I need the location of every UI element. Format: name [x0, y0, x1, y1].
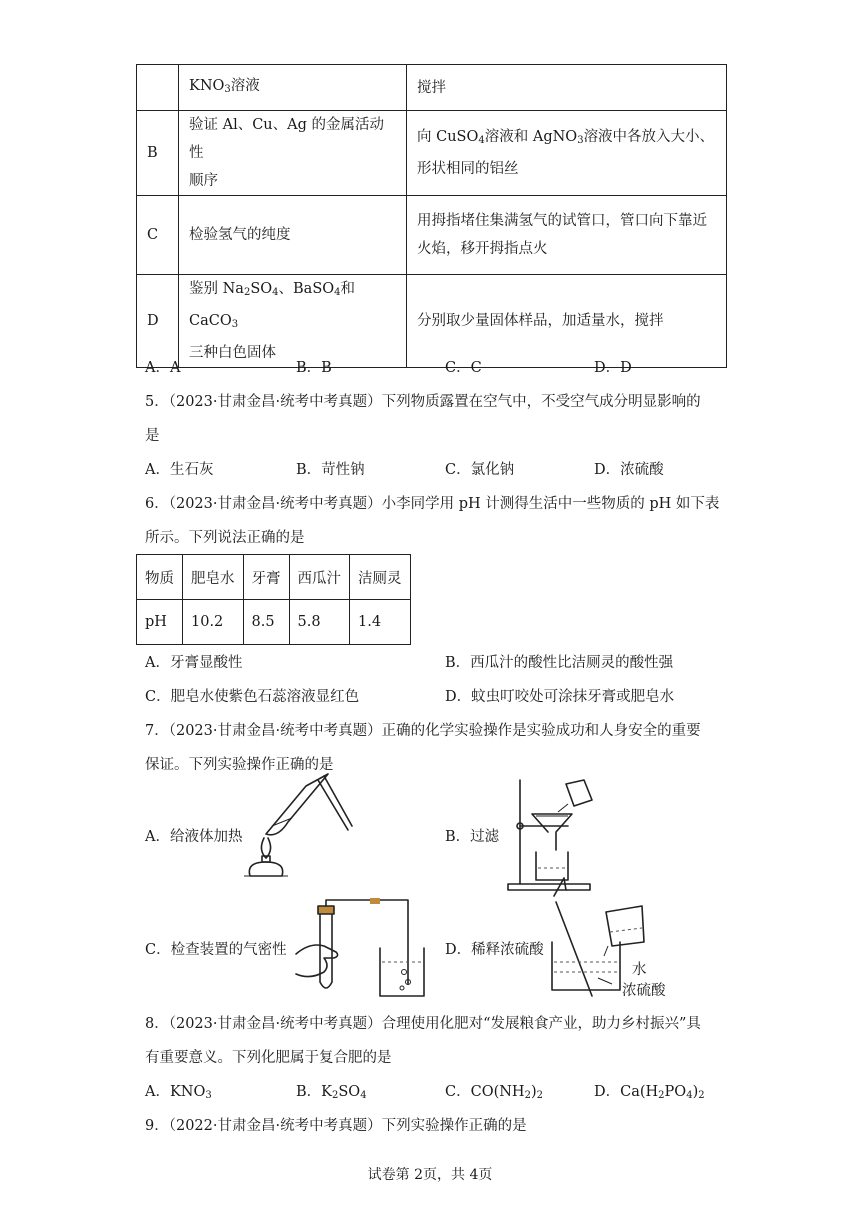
q6-option-c: C．肥皂水使紫色石蕊溶液显红色	[145, 689, 360, 705]
q5-option-c: C．氯化钠	[445, 462, 515, 478]
q6-option-a: A．牙膏显酸性	[145, 655, 243, 671]
ph-value: 1.4	[350, 600, 411, 645]
q7-option-d: D．稀释浓硫酸	[445, 942, 544, 958]
q7-stem-line1: 7．（2023·甘肃金昌·统考中考真题）正确的化学实验操作是实验成功和人身安全的重要	[145, 723, 701, 739]
q7-option-b: B．过滤	[445, 829, 500, 845]
table-row	[137, 111, 727, 196]
ph-value: pH	[137, 600, 183, 645]
q8-option-b: B．$K_2SO_4$	[296, 1084, 367, 1101]
ph-table	[136, 554, 411, 645]
ph-header: 牙膏	[243, 555, 289, 600]
q5-option-d: D．浓硫酸	[594, 462, 664, 478]
table-row	[137, 275, 727, 368]
q8-stem-line2: 有重要意义。下列化肥属于复合肥的是	[145, 1050, 392, 1066]
ph-header: 肥皂水	[183, 555, 244, 600]
heating-liquid-illustration	[236, 776, 356, 886]
table-row	[137, 65, 727, 111]
q4-options-table	[136, 64, 727, 368]
row-method: 分别取少量固体样品，加适量水，搅拌	[407, 275, 727, 368]
q4-option-d: D．D	[594, 360, 632, 376]
row-letter: C	[137, 196, 179, 275]
q8-option-c: C．$CO(NH_2)_2$	[445, 1084, 543, 1101]
q6-option-d: D．蚊虫叮咬处可涂抹牙膏或肥皂水	[445, 689, 675, 705]
q5-stem-line1: 5．（2023·甘肃金昌·统考中考真题）下列物质露置在空气中，不受空气成分明显影响的	[145, 394, 701, 410]
row-method: 搅拌	[407, 65, 727, 111]
ph-value: 5.8	[289, 600, 350, 645]
ph-header: 洁厕灵	[350, 555, 411, 600]
row-letter	[137, 65, 179, 111]
q4-option-a: A．A	[145, 360, 181, 376]
q5-stem-line2: 是	[145, 428, 160, 444]
ph-header: 西瓜汁	[289, 555, 350, 600]
q8-stem-line1: 8．（2023·甘肃金昌·统考中考真题）合理使用化肥对“发展粮食产业，助力乡村振兴”具	[145, 1016, 701, 1032]
q4-option-c: C．C	[445, 360, 482, 376]
q6-stem-line2: 所示。下列说法正确的是	[145, 530, 305, 546]
q7-option-a: A．给液体加热	[145, 829, 243, 845]
q4-option-b: B．B	[296, 360, 332, 376]
q5-option-b: B．苛性钠	[296, 462, 365, 478]
q7-stem-line2: 保证。下列实验操作正确的是	[145, 757, 334, 773]
table-row	[137, 196, 727, 275]
ph-header: 物质	[137, 555, 183, 600]
row-letter: B	[137, 111, 179, 196]
row-goal: 检验氢气的纯度	[179, 196, 407, 275]
q6-option-b: B．西瓜汁的酸性比洁厕灵的酸性强	[445, 655, 674, 671]
row-method: 用拇指堵住集满氢气的试管口，管口向下靠近 火焰，移开拇指点火	[407, 196, 727, 275]
row-goal: 验证 Al、Cu、Ag 的金属活动性 顺序	[179, 111, 407, 196]
q5-option-a: A．生石灰	[145, 462, 214, 478]
row-goal: 鉴别 $Na_2SO_4$、BaSO$_4$和 CaCO$_3$ 三种白色固体	[179, 275, 407, 368]
row-method: 向 CuSO$_4$溶液和 AgNO$_3$溶液中各放入大小、 形状相同的铝丝	[407, 111, 727, 196]
ph-value: 8.5	[243, 600, 289, 645]
row-letter: D	[137, 275, 179, 368]
q8-option-a: A．$KNO_3$	[145, 1084, 212, 1101]
table-row	[137, 600, 411, 645]
row-goal: $KNO_3$溶液	[179, 65, 407, 111]
q8-option-d: D．$Ca(H_2PO_4)_2$	[594, 1084, 705, 1101]
page-footer: 试卷第 2页，共 4页	[367, 1167, 493, 1183]
ph-value: 10.2	[183, 600, 244, 645]
q6-stem-line1: 6．（2023·甘肃金昌·统考中考真题）小李同学用 pH 计测得生活中一些物质的 pH 如下表	[145, 496, 720, 512]
table-row	[137, 555, 411, 600]
q9-stem-line1: 9．（2022·甘肃金昌·统考中考真题）下列实验操作正确的是	[145, 1118, 527, 1134]
airtightness-check-illustration	[290, 902, 430, 1002]
label-water: 水	[632, 962, 647, 978]
label-concentrated-acid: 浓硫酸	[622, 983, 666, 999]
q7-option-c: C．检查装置的气密性	[145, 942, 287, 958]
